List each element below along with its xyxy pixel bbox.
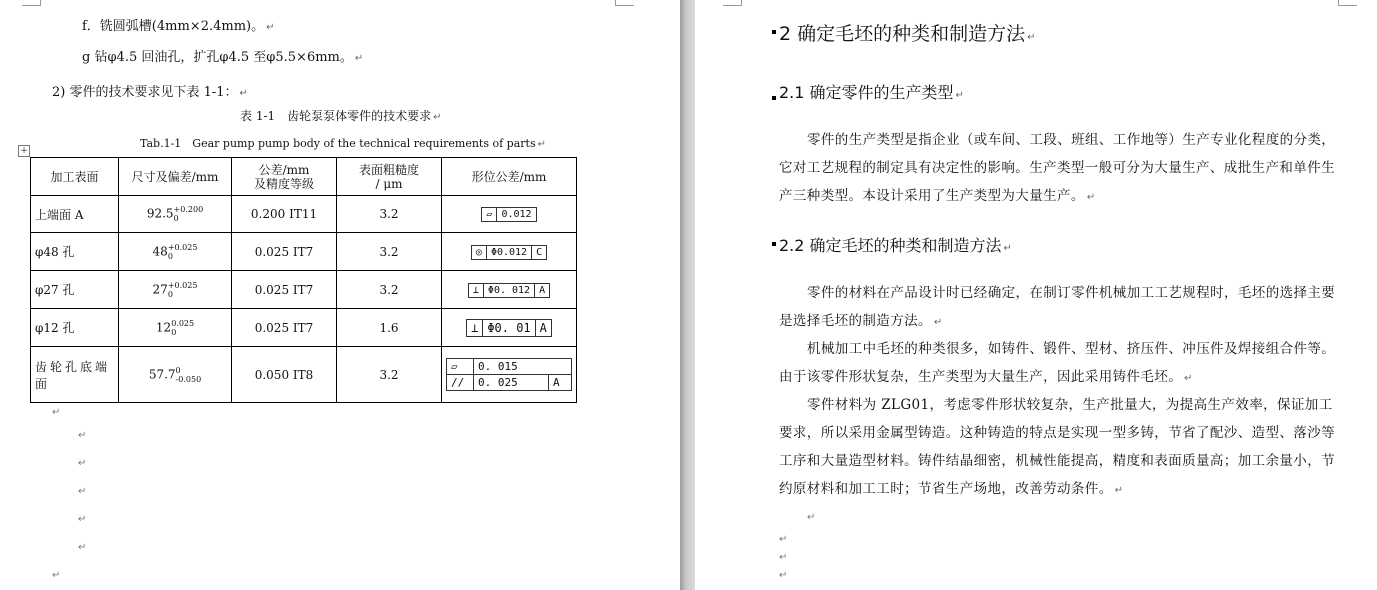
paragraph-mark: ↵ <box>266 22 275 33</box>
heading-2-2-text: 2.2 确定毛坯的种类和制造方法 <box>779 236 1002 255</box>
cell-form-tolerance[interactable] <box>442 347 577 403</box>
header-tolerance <box>232 158 337 196</box>
empty-paragraph[interactable]: ↵ <box>78 458 87 469</box>
empty-paragraph[interactable]: ↵ <box>78 430 87 441</box>
header-roughness-line1: 表面粗糙度 <box>358 162 419 177</box>
header-tolerance-line1: 公差/mm <box>258 162 310 177</box>
cell-dimension[interactable] <box>119 196 232 233</box>
item-g[interactable] <box>82 46 363 65</box>
paragraph-2-2a[interactable] <box>779 279 1341 337</box>
dev-lower: 0 <box>167 251 173 261</box>
dev-upper: +0.025 <box>167 280 198 290</box>
paragraph-mark: ↵ <box>537 139 546 150</box>
header-roughness <box>337 158 442 196</box>
crop-mark <box>22 0 41 6</box>
empty-paragraph[interactable]: ↵ <box>779 570 788 581</box>
req-intro-text: 2) 零件的技术要求见下表 1-1： <box>52 85 238 100</box>
heading-2-2[interactable] <box>779 233 1012 256</box>
header-form-tolerance: 形位公差/mm <box>442 158 577 196</box>
paragraph-2-1[interactable] <box>779 126 1341 212</box>
concentricity-icon: ◎ <box>472 246 487 259</box>
tolerance-value: 0.012 <box>501 209 532 220</box>
paragraph-mark: ↵ <box>1114 485 1124 496</box>
datum-ref: A <box>539 284 546 296</box>
header-roughness-line2: / μm <box>375 176 403 191</box>
cell-surface[interactable]: 齿轮孔底端面 <box>31 347 119 403</box>
paragraph-mark: ↵ <box>1086 192 1096 203</box>
paragraph-2-2c-text: 零件材料为 ZLG01，考虑零件形状较复杂，生产批量大，为提高生产效率，保证加工要求，所以采用金属型铸造。这种铸造的特点是实现一型多铸，节省了配沙、造型、落沙等工序和大量造型材料。铸件结晶细密，机械性能提高，精度和表面质量高；加工余量小，节约原材料和加工工时；节省生产场地，改善劳动条件。 <box>779 397 1335 497</box>
dim-value: 92.5 <box>146 206 174 221</box>
cell-surface[interactable]: φ48 孔 <box>31 233 119 271</box>
table-caption-en[interactable] <box>140 135 546 151</box>
tolerance-frame <box>468 283 550 298</box>
item-g-text: g 钻φ4.5 回油孔，扩孔φ4.5 至φ5.5×6mm。 <box>82 50 353 65</box>
cell-tolerance[interactable]: 0.050 IT8 <box>232 347 337 403</box>
header-dimension: 尺寸及偏差/mm <box>119 158 232 196</box>
table-row <box>31 347 577 403</box>
dev-upper: +0.200 <box>173 205 204 214</box>
paragraph-mark: ↵ <box>1184 373 1193 384</box>
heading-bullet <box>772 242 776 246</box>
page-gutter <box>680 0 695 590</box>
item-f-text: f．铣圆弧槽(4mm×2.4mm)。 <box>82 19 265 34</box>
dev-lower: 0 <box>171 327 177 337</box>
dim-value: 27 <box>152 282 168 296</box>
header-tolerance-line2: 及精度等级 <box>253 176 314 191</box>
table-caption-en-text: Tab.1-1 Gear pump pump body of the technical requirements of parts <box>140 137 536 150</box>
paragraph-mark: ↵ <box>933 317 943 328</box>
tolerance-frame <box>446 358 572 391</box>
heading-2-1-text: 2.1 确定零件的生产类型 <box>779 83 954 102</box>
crop-mark <box>1338 0 1357 6</box>
cell-surface[interactable]: φ27 孔 <box>31 271 119 309</box>
req-intro[interactable] <box>52 81 248 100</box>
cell-dimension[interactable] <box>119 347 232 403</box>
dim-value: 12 <box>155 320 172 334</box>
paragraph-2-2b-text: 机械加工中毛坯的种类很多，如铸件、锻件、型材、挤压件、冲压件及焊接组合件等。由于该零件形状复杂，生产类型为大量生产，因此采用铸件毛坯。 <box>779 341 1336 385</box>
cell-dimension[interactable] <box>119 233 232 271</box>
dev-lower: 0 <box>173 214 179 223</box>
empty-paragraph[interactable]: ↵ <box>78 514 87 525</box>
cell-form-tolerance[interactable] <box>442 196 577 233</box>
flatness-icon: ▱ <box>482 208 497 221</box>
paragraph-mark: ↵ <box>1003 243 1012 254</box>
table-move-handle-icon[interactable]: + <box>18 145 30 157</box>
dev-lower: -0.050 <box>175 374 202 384</box>
parallelism-icon: // <box>447 375 474 390</box>
tolerance-frame <box>471 245 547 260</box>
cell-form-tolerance[interactable] <box>442 309 577 347</box>
paragraph-2-2c[interactable] <box>779 391 1341 505</box>
tolerance-value: Φ0. 012 <box>484 284 535 297</box>
crop-mark <box>615 0 634 6</box>
tolerance-value: Φ0.012 <box>487 246 532 259</box>
datum-ref: A <box>553 376 560 389</box>
dev-lower: 0 <box>167 289 173 299</box>
dim-value: 57.7 <box>148 367 176 381</box>
heading-bullet <box>772 96 776 100</box>
dev-upper: 0 <box>175 365 181 375</box>
cell-form-tolerance[interactable] <box>442 233 577 271</box>
empty-paragraph[interactable]: ↵ <box>52 570 61 581</box>
left-page <box>0 0 680 590</box>
item-f[interactable] <box>82 15 275 34</box>
empty-paragraph[interactable]: ↵ <box>52 407 61 418</box>
cell-roughness[interactable]: 3.2 <box>337 271 442 309</box>
heading-2-1[interactable] <box>779 80 964 103</box>
perpendicularity-icon: ⊥ <box>469 284 484 297</box>
empty-paragraph[interactable]: ↵ <box>779 534 788 545</box>
cell-roughness[interactable]: 3.2 <box>337 233 442 271</box>
table-row <box>31 271 577 309</box>
table-header-row <box>31 158 577 196</box>
flatness-icon: ▱ <box>447 359 474 374</box>
paragraph-2-2a-text: 零件的材料在产品设计时已经确定，在制订零件机械加工工艺规程时，毛坯的选择主要是选择毛坯的制造方法。 <box>779 285 1336 329</box>
table-caption-cn-text: 表 1-1 齿轮泵泵体零件的技术要求 <box>240 109 432 123</box>
cell-form-tolerance[interactable] <box>442 271 577 309</box>
requirements-table <box>30 157 577 403</box>
tolerance-frame <box>466 319 552 337</box>
table-caption-cn[interactable] <box>240 107 442 124</box>
tolerance-frame <box>481 207 536 222</box>
paragraph-mark: ↵ <box>433 112 442 123</box>
cell-surface[interactable]: φ12 孔 <box>31 309 119 347</box>
dev-upper: +0.025 <box>167 242 198 252</box>
cell-roughness[interactable]: 3.2 <box>337 347 442 403</box>
tolerance-value: Φ0. 01 <box>483 320 535 336</box>
paragraph-mark: ↵ <box>239 88 248 99</box>
cell-roughness[interactable]: 1.6 <box>337 309 442 347</box>
empty-paragraph[interactable]: ↵ <box>78 542 87 553</box>
tolerance-value: 0. 015 <box>478 360 518 373</box>
tolerance-value: 0. 025 <box>474 375 549 390</box>
crop-mark <box>723 0 742 6</box>
table-row <box>31 196 577 233</box>
cell-tolerance[interactable]: 0.200 IT11 <box>232 196 337 233</box>
cell-tolerance[interactable]: 0.025 IT7 <box>232 233 337 271</box>
table-row <box>31 309 577 347</box>
heading-2-text: 2 确定毛坯的种类和制造方法 <box>779 23 1026 45</box>
empty-paragraph[interactable]: ↵ <box>78 486 87 497</box>
cell-dimension[interactable] <box>119 271 232 309</box>
paragraph-2-1-text: 零件的生产类型是指企业（或车间、工段、班组、工作地等）生产专业化程度的分类，它对工艺规程的制定具有决定性的影响。生产类型一般可分为大量生产、成批生产和单件生产三种类型。本设计采用了生产类型为大量生产。 <box>779 132 1336 204</box>
empty-paragraph[interactable]: ↵ <box>807 512 816 523</box>
paragraph-mark: ↵ <box>354 53 364 64</box>
cell-dimension[interactable] <box>119 309 232 347</box>
perpendicularity-icon: ⊥ <box>467 320 483 336</box>
right-page <box>695 0 1377 590</box>
heading-2[interactable] <box>779 19 1036 46</box>
cell-surface[interactable]: 上端面 A <box>31 196 119 233</box>
paragraph-mark: ↵ <box>955 90 964 101</box>
datum-ref: C <box>536 246 543 258</box>
cell-tolerance[interactable]: 0.025 IT7 <box>232 271 337 309</box>
datum-ref: A <box>539 320 547 335</box>
cell-roughness[interactable]: 3.2 <box>337 196 442 233</box>
cell-tolerance[interactable]: 0.025 IT7 <box>232 309 337 347</box>
paragraph-2-2b[interactable] <box>779 335 1341 393</box>
paragraph-mark: ↵ <box>1027 32 1036 43</box>
header-surface: 加工表面 <box>31 158 119 196</box>
empty-paragraph[interactable]: ↵ <box>779 552 788 563</box>
dev-upper: 0.025 <box>171 318 195 328</box>
dim-value: 48 <box>152 244 168 258</box>
table-row <box>31 233 577 271</box>
heading-bullet <box>772 30 776 34</box>
